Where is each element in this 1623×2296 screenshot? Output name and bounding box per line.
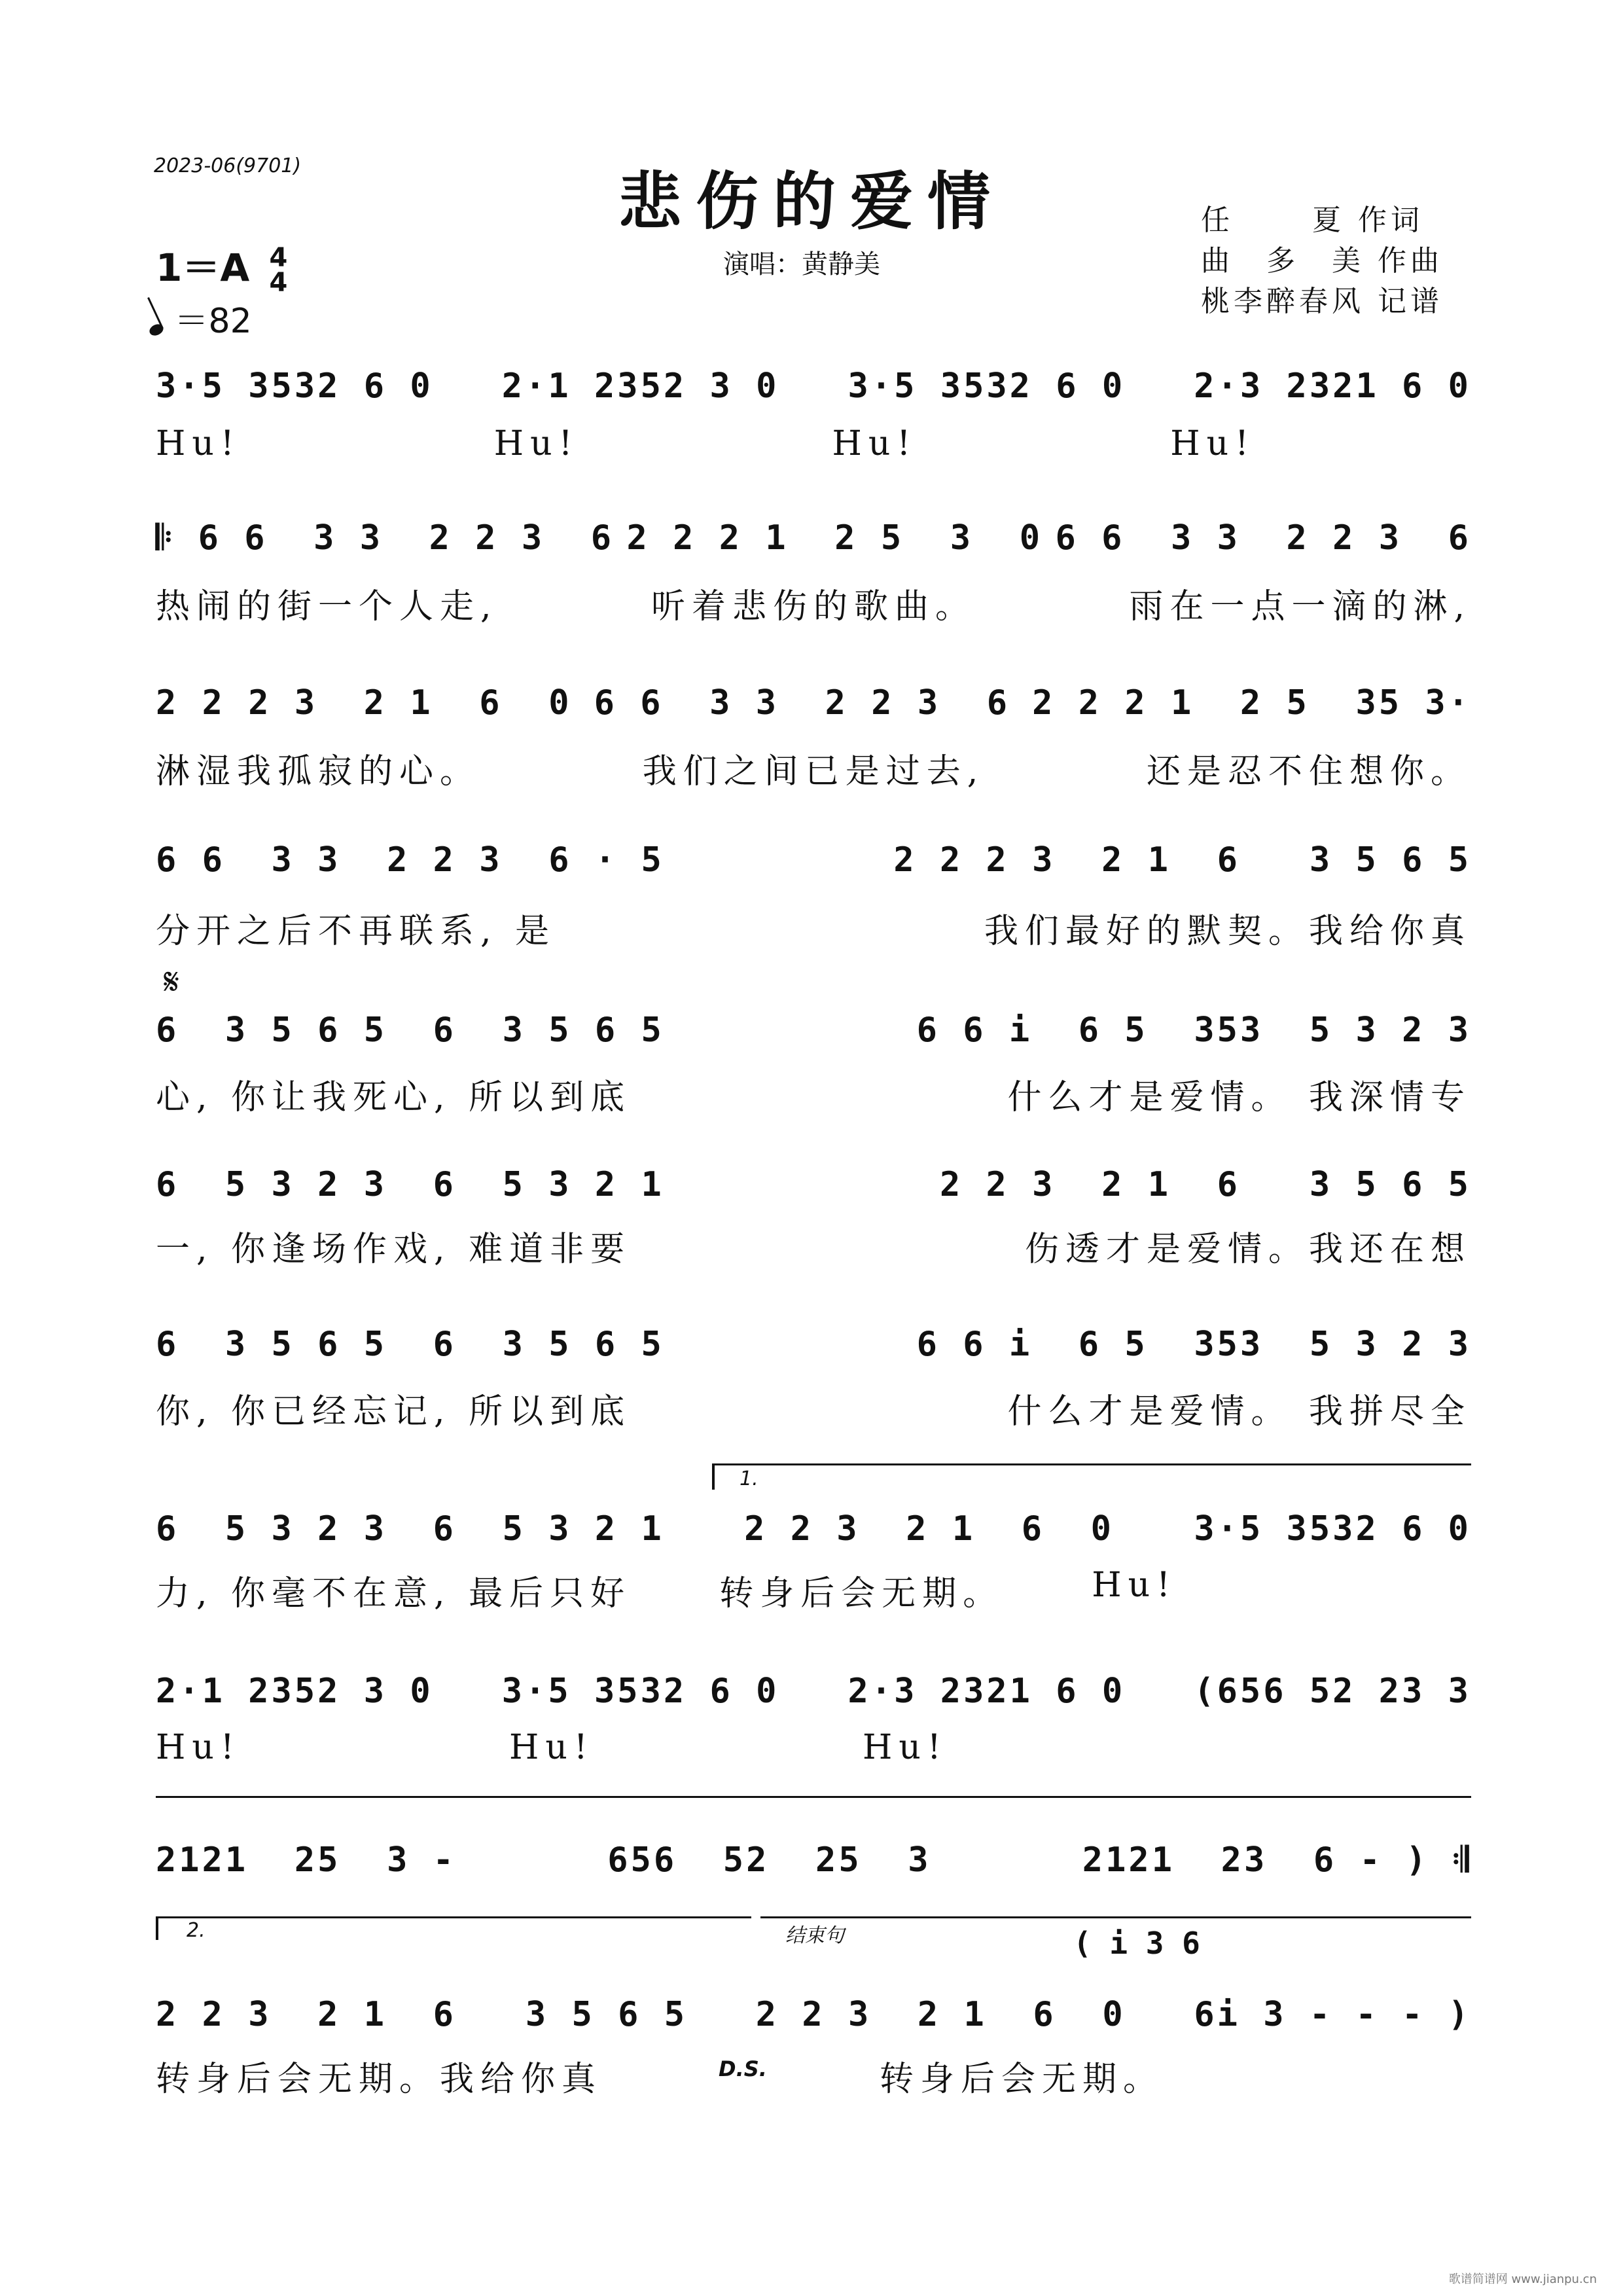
lyric: 我们最好的默契。我给你真	[984, 912, 1471, 951]
lyricist-credit: 任 夏 作词	[1201, 204, 1423, 237]
measure: 656 52 25 3	[607, 1840, 931, 1880]
lyric: 雨在一点一滴的淋,	[1129, 587, 1471, 626]
lyric: Hu!	[156, 424, 241, 463]
tempo-marking	[149, 293, 252, 342]
measure: 2·3 2321 6 0	[847, 1672, 1126, 1711]
measure: 2121 25 3 -	[156, 1840, 456, 1880]
measure: 6 6 3 3 2 2 3 6	[594, 683, 1010, 723]
volta-1-label: 1.	[740, 1467, 758, 1490]
measure: 6i 3 - - - )	[1194, 1995, 1471, 2034]
system-2-notes	[156, 518, 1471, 558]
system-11-lyrics	[156, 2051, 1164, 2100]
ending-extra-notes: ( i 3 6	[1073, 1926, 1200, 1961]
measure: 2 2 2 3 2 1 6 3 5 6 5	[893, 840, 1471, 880]
measure: 2 2 3 2 1 6 0	[755, 1995, 1126, 2034]
measure: 3·5 3532 6 0	[847, 367, 1126, 406]
volta-2-label: 2.	[187, 1919, 205, 1942]
system-3-notes	[156, 683, 1471, 723]
date-code: 2023-06(9701)	[154, 154, 302, 177]
singer: 演唱：黄静美	[723, 249, 880, 279]
lyric: Hu!	[493, 424, 579, 463]
measure: 6 5 3 2 3 6 5 3 2 1	[156, 1509, 664, 1549]
key-label: 1＝A	[156, 245, 250, 290]
lyric: 什么才是爱情。 我深情专	[1007, 1078, 1471, 1117]
measure: 2·1 2352 3 0	[156, 1672, 433, 1711]
ending-label: 结束句	[785, 1924, 844, 1947]
measure: 6 6 i 6 5 353 5 3 2 3	[916, 1325, 1471, 1364]
segno-sign: 𝄋	[164, 961, 180, 1003]
measure: 3·5 3532 6 0	[1194, 1509, 1471, 1549]
system-9-lyrics	[156, 1728, 1216, 1767]
time-top: 4	[269, 242, 288, 273]
measure: 2 2 2 3 2 1 6 0	[156, 683, 572, 723]
measure: (656 52 23 3	[1194, 1672, 1471, 1711]
system-1-notes	[156, 367, 1471, 406]
system-1-lyrics	[156, 424, 1255, 463]
lyric: 听着悲伤的歌曲。	[651, 587, 976, 626]
measure: 3·5 3532 6 0	[501, 1672, 779, 1711]
measure: 2121 23 6 - ) 𝄇	[1082, 1840, 1471, 1880]
measure: 2 2 3 2 1 6 0	[744, 1509, 1114, 1549]
composer-credit: 曲 多 美 作曲	[1201, 244, 1443, 278]
lyric: Hu!	[156, 1728, 241, 1767]
system-2-lyrics	[156, 579, 1471, 628]
lyric: 你, 你已经忘记, 所以到底	[156, 1392, 632, 1431]
volta-1-bracket-edge	[712, 1463, 715, 1490]
system-8-lyrics	[156, 1566, 1177, 1615]
lyric: 转身后会无期。	[719, 1574, 1004, 1613]
system-6-lyrics	[156, 1221, 1471, 1270]
transcriber-credit: 桃李醉春风 记谱	[1201, 285, 1443, 318]
lyric: 我们之间已是过去,	[642, 752, 985, 791]
time-signature	[269, 242, 288, 298]
watermark: 歌谱简谱网 www.jianpu.cn	[1448, 2272, 1597, 2286]
lyric: 转身后会无期。	[879, 2060, 1164, 2099]
system-4-lyrics	[156, 903, 1471, 952]
lyric: Hu!	[832, 424, 918, 463]
system-6-notes	[156, 1165, 1471, 1204]
quarter-note-icon	[148, 322, 166, 338]
lyric: 淋湿我孤寂的心。	[156, 752, 481, 791]
measure: 6 5 3 2 3 6 5 3 2 1	[156, 1165, 664, 1204]
measure: 2 2 3 2 1 6 3 5 6 5	[939, 1165, 1471, 1204]
volta-1-bracket	[712, 1463, 1471, 1465]
measure: 2·3 2321 6 0	[1194, 367, 1471, 406]
system-7-notes	[156, 1325, 1471, 1364]
volta-2-bracket	[156, 1916, 751, 1918]
system-10-notes	[156, 1840, 1471, 1880]
lyric: 伤透才是爱情。我还在想	[1024, 1230, 1471, 1269]
system-8-notes	[156, 1509, 1471, 1549]
time-bottom: 4	[269, 267, 288, 298]
measure: 6 6 3 3 2 2 3 6 · 5	[156, 840, 664, 880]
system-9-notes	[156, 1672, 1471, 1711]
lyric: 心, 你让我死心, 所以到底	[156, 1078, 632, 1117]
measure: 6 6 i 6 5 353 5 3 2 3	[916, 1011, 1471, 1050]
lyric: Hu!	[863, 1728, 948, 1767]
song-title: 悲伤的爱情	[618, 164, 1005, 238]
lyric: 热闹的街一个人走,	[156, 587, 498, 626]
system-11-notes	[156, 1995, 1471, 2034]
tempo-value: ＝82	[174, 302, 252, 341]
lyric: 还是忍不住想你。	[1146, 752, 1471, 791]
lyric: Hu!	[1170, 424, 1255, 463]
ending-bracket	[760, 1916, 1471, 1918]
measure: 2 2 3 2 1 6 3 5 6 5	[156, 1995, 688, 2034]
measure: 𝄆 6 6 3 3 2 2 3 6	[156, 518, 615, 558]
system-5-lyrics	[156, 1069, 1471, 1119]
system-7-lyrics	[156, 1384, 1471, 1433]
ds-mark: D.S.	[719, 2056, 767, 2081]
system-3-lyrics	[156, 744, 1471, 793]
key-signature	[156, 237, 288, 298]
system-5-notes	[156, 1011, 1471, 1050]
measure: 2 2 2 1 2 5 3 0	[626, 518, 1043, 558]
measure: 2 2 2 1 2 5 35 3·	[1032, 683, 1471, 723]
lyric: Hu!	[1092, 1566, 1177, 1605]
measure: 3·5 3532 6 0	[156, 367, 433, 406]
system-divider	[156, 1796, 1471, 1798]
lyric: 什么才是爱情。 我拼尽全	[1007, 1392, 1471, 1431]
measure: 6 3 5 6 5 6 3 5 6 5	[156, 1325, 664, 1364]
lyric: 力, 你毫不在意, 最后只好	[156, 1574, 632, 1613]
lyric: 分开之后不再联系, 是	[156, 912, 556, 951]
lyric: 转身后会无期。我给你真	[156, 2060, 603, 2099]
lyric: Hu!	[509, 1728, 594, 1767]
system-4-notes	[156, 840, 1471, 880]
measure: 6 3 5 6 5 6 3 5 6 5	[156, 1011, 664, 1050]
lyric: 一, 你逢场作戏, 难道非要	[156, 1230, 632, 1269]
measure: 6 6 3 3 2 2 3 6	[1055, 518, 1471, 558]
measure: 2·1 2352 3 0	[501, 367, 779, 406]
volta-2-bracket-edge	[156, 1916, 158, 1940]
